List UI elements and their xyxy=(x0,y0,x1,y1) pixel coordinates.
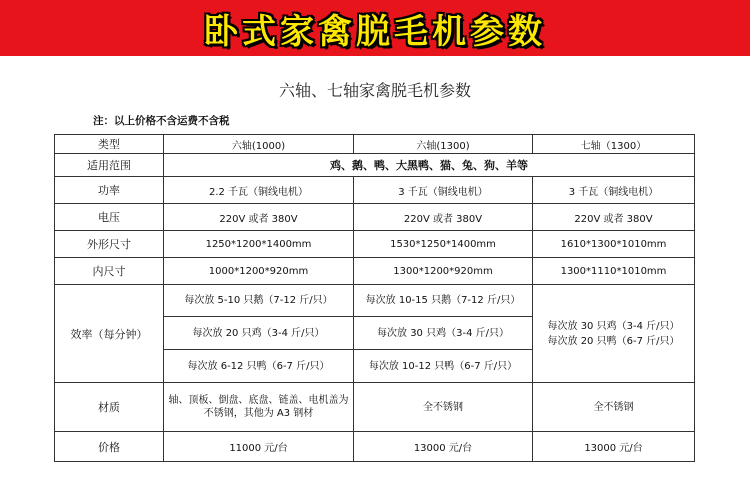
price-note: 注：以上价格不含运费不含税 xyxy=(93,115,230,127)
power-value: 3 千瓦（铜线电机） xyxy=(354,177,533,204)
efficiency-item: 每次放 10-12 只鸭（6-7 斤/只） xyxy=(368,360,518,372)
efficiency-item: 每次放 6-12 只鸭（6-7 斤/只） xyxy=(187,360,330,372)
power-label: 功率 xyxy=(55,177,164,204)
table-row-range xyxy=(55,154,695,177)
efficiency-item: 每次放 30 只鸡（3-4 斤/只） xyxy=(547,320,680,332)
efficiency-col1 xyxy=(164,285,354,383)
document-title: 六轴、七轴家禽脱毛机参数 xyxy=(278,81,471,100)
voltage-value: 220V 或者 380V xyxy=(164,204,354,231)
table-row-material xyxy=(55,383,695,432)
table-row-voltage xyxy=(55,204,695,231)
power-value: 2.2 千瓦（铜线电机） xyxy=(164,177,354,204)
inner-size-value: 1300*1200*920mm xyxy=(354,258,533,285)
material-value: 全不锈钢 xyxy=(354,383,533,432)
table-row-outer-size xyxy=(55,231,695,258)
table-row-power xyxy=(55,177,695,204)
efficiency-item: 每次放 30 只鸡（3-4 斤/只） xyxy=(354,317,532,350)
efficiency-item: 每次放 5-10 只鹅（7-12 斤/只） xyxy=(164,285,353,317)
inner-size-value: 1000*1200*920mm xyxy=(164,258,354,285)
range-label: 适用范围 xyxy=(55,154,164,177)
efficiency-item: 每次放 20 只鸭（6-7 斤/只） xyxy=(547,335,680,347)
efficiency-item: 每次放 10-15 只鹅（7-12 斤/只） xyxy=(354,285,532,317)
material-value: 轴、顶板、倒盘、底盘、链盖、电机盖为不锈钢，其他为 A3 钢材 xyxy=(164,383,354,432)
header-six-axis-1000: 六轴(1000) xyxy=(164,135,354,154)
power-value: 3 千瓦（铜线电机） xyxy=(533,177,695,204)
outer-size-value: 1250*1200*1400mm xyxy=(164,231,354,258)
header-seven-axis-1300: 七轴（1300） xyxy=(533,135,695,154)
table-header-row xyxy=(55,135,695,154)
range-value: 鸡、鹅、鸭、大黑鸭、猫、兔、狗、羊等 xyxy=(164,154,695,177)
efficiency-block xyxy=(533,319,694,349)
inner-size-label: 内尺寸 xyxy=(55,258,164,285)
efficiency-label: 效率（每分钟） xyxy=(55,285,164,383)
material-value: 全不锈钢 xyxy=(533,383,695,432)
outer-size-value: 1530*1250*1400mm xyxy=(354,231,533,258)
banner-title: 卧式家禽脱毛机参数 xyxy=(204,12,546,52)
price-label: 价格 xyxy=(55,432,164,462)
price-value: 13000 元/台 xyxy=(533,432,695,462)
table-row-price xyxy=(55,432,695,462)
voltage-value: 220V 或者 380V xyxy=(533,204,695,231)
efficiency-col3 xyxy=(533,285,695,383)
header-type: 类型 xyxy=(55,135,164,154)
voltage-value: 220V 或者 380V xyxy=(354,204,533,231)
inner-size-value: 1300*1110*1010mm xyxy=(533,258,695,285)
material-label: 材质 xyxy=(55,383,164,432)
efficiency-item: 每次放 20 只鸡（3-4 斤/只） xyxy=(164,317,353,350)
efficiency-col2 xyxy=(354,285,533,383)
header-six-axis-1300: 六轴(1300) xyxy=(354,135,533,154)
outer-size-value: 1610*1300*1010mm xyxy=(533,231,695,258)
table-row-inner-size xyxy=(55,258,695,285)
table-row-efficiency xyxy=(55,285,695,383)
price-value: 13000 元/台 xyxy=(354,432,533,462)
outer-size-label: 外形尺寸 xyxy=(55,231,164,258)
spec-table xyxy=(54,134,695,462)
price-value: 11000 元/台 xyxy=(164,432,354,462)
voltage-label: 电压 xyxy=(55,204,164,231)
